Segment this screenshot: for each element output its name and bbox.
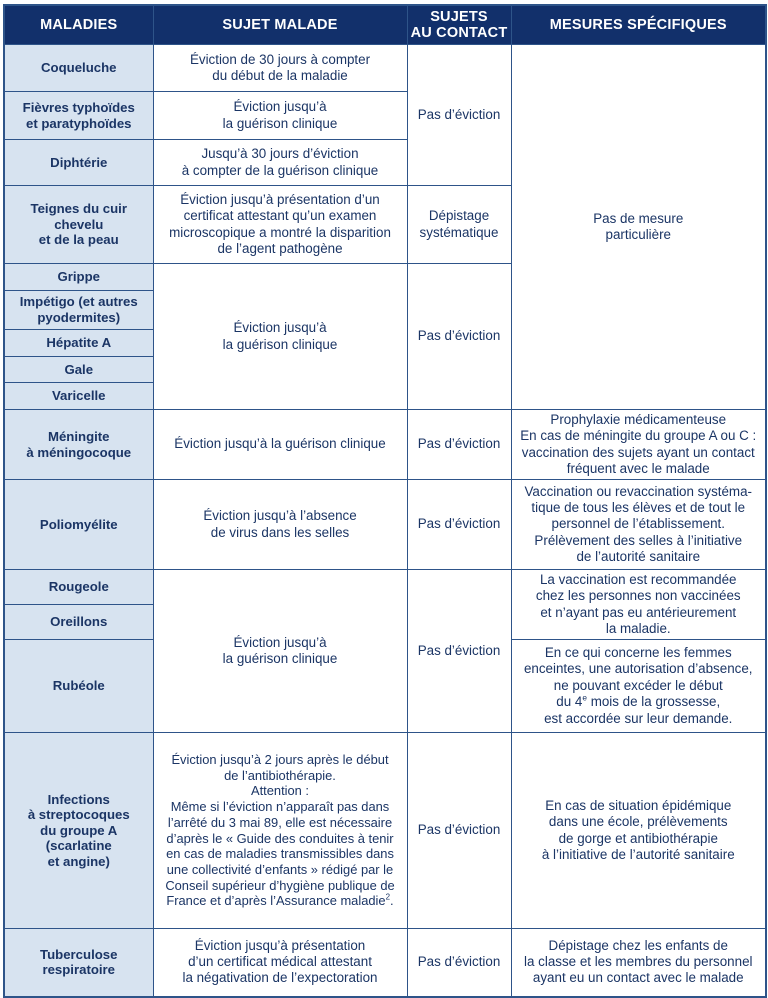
text-line: certificat attestant qu’un examen <box>183 208 377 224</box>
table-header <box>4 5 766 45</box>
text-line: Dépistage chez les enfants de <box>548 937 728 953</box>
column-header-maladies: MALADIES <box>4 5 153 45</box>
text-line: et paratyphoïdes <box>25 115 132 131</box>
footnote-marker: 2 <box>385 893 391 903</box>
text-line: Attention : <box>250 783 310 799</box>
text-line: Éviction jusqu’à <box>233 99 327 115</box>
header-sujets-line1: SUJETS <box>430 8 488 25</box>
sujet-malade-meningite: Éviction jusqu’à la guérison clinique <box>153 410 407 480</box>
mesures-rougeole-oreillons <box>511 570 766 640</box>
sujet-malade-coqueluche <box>153 45 407 92</box>
sujet-malade-group-grippe <box>153 264 407 410</box>
text-line: ayant eu un contact avec le malade <box>532 970 744 986</box>
table-row <box>4 480 766 570</box>
mesures-tuberculose <box>511 929 766 997</box>
text-line: à compter de la guérison clinique <box>181 162 379 178</box>
table-body <box>4 45 766 997</box>
disease-infections-streptocoques <box>4 733 153 929</box>
sujets-contact-group-grippe: Pas d’éviction <box>407 264 511 410</box>
sujets-contact-meningite: Pas d’éviction <box>407 410 511 480</box>
sujet-malade-streptocoques <box>153 733 407 929</box>
text-line: Éviction jusqu’à présentation d’un <box>180 192 380 208</box>
sujet-malade-diphterie <box>153 140 407 186</box>
disease-meningite <box>4 410 153 480</box>
disease-hepatite-a: Hépatite A <box>4 330 153 357</box>
table-row <box>4 929 766 997</box>
text-line: Éviction jusqu’à 2 jours après le début <box>171 751 389 767</box>
text-line: La vaccination est recommandée <box>539 571 737 587</box>
header-row <box>4 5 766 45</box>
text-line: la classe et les membres du personnel <box>524 954 753 970</box>
text-line: Prophylaxie médicamenteuse <box>550 411 727 427</box>
text-line: d’après le « Guide des conduites à tenir <box>166 830 394 846</box>
text-line: Éviction jusqu’à <box>233 320 327 336</box>
text-line: chez les personnes non vaccinées <box>535 588 741 604</box>
sujets-contact-tuberculose: Pas d’éviction <box>407 929 511 997</box>
text-line: En cas de méningite du groupe A ou C : <box>520 428 757 444</box>
sujet-malade-fievres-typhoides <box>153 92 407 140</box>
table-row <box>4 733 766 929</box>
text-line: de l’antibiothérapie. <box>224 767 336 783</box>
text-line: la guérison clinique <box>222 336 338 352</box>
text-line: enceintes, une autorisation d’absence, <box>523 661 753 677</box>
sujet-malade-teignes <box>153 186 407 264</box>
text-line: Même si l’éviction n’apparaît pas dans <box>170 799 390 815</box>
text-line: l’arrêté du 3 mai 89, elle est nécessaire <box>167 814 393 830</box>
text-line: en cas de maladies transmissibles dans <box>166 846 394 862</box>
text-line: systématique <box>419 224 499 240</box>
text-line: fréquent avec le malade <box>566 460 710 476</box>
sujet-malade-group-rougeole <box>153 570 407 733</box>
sujets-contact-teignes <box>407 186 511 264</box>
disease-rougeole: Rougeole <box>4 570 153 605</box>
text-line-with-superscript <box>154 893 407 909</box>
sujets-contact-group-rougeole: Pas d’éviction <box>407 570 511 733</box>
text-line: microscopique a montré la disparition <box>169 224 391 240</box>
text-line: Pas de mesure <box>593 210 684 226</box>
mesures-meningite <box>511 410 766 480</box>
sujet-malade-poliomyelite <box>153 480 407 570</box>
disease-gale: Gale <box>4 357 153 383</box>
table-row <box>4 570 766 605</box>
text-line: de l’autorité sanitaire <box>576 549 701 565</box>
text-line: Infections <box>47 791 110 807</box>
text-line: Éviction jusqu’à l’absence <box>203 508 357 524</box>
text-line: et angine) <box>47 853 110 869</box>
disease-grippe: Grippe <box>4 264 153 291</box>
text-line: tique de tous les élèves et de tout le <box>531 499 746 515</box>
superscript-ordinal: e <box>582 692 587 703</box>
table-row <box>4 410 766 480</box>
mesures-streptocoques <box>511 733 766 929</box>
text-segment: du 4 <box>556 694 583 710</box>
disease-tuberculose <box>4 929 153 997</box>
maladies-table <box>3 4 767 998</box>
text-line: chevelu <box>54 216 104 232</box>
text-line: Vaccination ou revaccination systéma- <box>524 483 752 499</box>
text-segment: mois de la grossesse, <box>586 694 721 710</box>
disease-teignes <box>4 186 153 264</box>
text-line: pyodermites) <box>37 310 121 325</box>
text-line: Fièvres typhoïdes <box>22 99 135 115</box>
disease-poliomyelite: Poliomyélite <box>4 480 153 570</box>
column-header-sujets-au-contact <box>407 5 511 45</box>
text-line: dans une école, prélèvements <box>548 814 728 830</box>
text-segment: France et d’après l’Assurance maladie <box>166 893 386 909</box>
text-line: d’un certificat médical attestant <box>188 954 372 970</box>
text-line: Éviction jusqu’à <box>233 634 327 650</box>
text-line: personnel de l’établissement. <box>551 516 725 532</box>
disease-coqueluche: Coqueluche <box>4 45 153 92</box>
sujet-malade-tuberculose <box>153 929 407 997</box>
text-line: du groupe A <box>40 822 118 838</box>
text-line: ne pouvant excéder le début <box>553 677 723 693</box>
text-line-with-superscript <box>512 694 766 710</box>
text-segment: . <box>390 893 394 909</box>
text-line: de l’agent pathogène <box>217 240 343 256</box>
text-line: est accordée sur leur demande. <box>544 710 733 726</box>
text-line: particulière <box>605 227 671 242</box>
text-line: la maladie. <box>605 620 671 636</box>
disease-oreillons: Oreillons <box>4 605 153 640</box>
disease-impetigo <box>4 291 153 330</box>
column-header-sujet-malade: SUJET MALADE <box>153 5 407 45</box>
text-line: et de la peau <box>38 232 119 248</box>
text-line: Prélèvement des selles à l’initiative <box>534 532 743 548</box>
text-line: Tuberculose <box>40 946 118 962</box>
sujets-contact-poliomyelite: Pas d’éviction <box>407 480 511 570</box>
text-line: de virus dans les selles <box>210 524 350 540</box>
text-line: à streptocoques <box>27 807 130 823</box>
text-line: Teignes du cuir <box>30 201 127 217</box>
column-header-mesures-specifiques: MESURES SPÉCIFIQUES <box>511 5 766 45</box>
disease-rubeole: Rubéole <box>4 640 153 733</box>
header-sujets-line2: AU CONTACT <box>410 25 508 41</box>
table-row <box>4 45 766 92</box>
text-line: Jusqu’à 30 jours d’éviction <box>201 146 359 162</box>
mesures-rubeole <box>511 640 766 733</box>
text-line: la guérison clinique <box>222 115 338 131</box>
mesures-poliomyelite <box>511 480 766 570</box>
text-line: Conseil supérieur d’hygiène publique de <box>165 877 395 893</box>
mesures-group-top <box>511 45 766 410</box>
text-line: (scarlatine <box>45 838 112 854</box>
text-line: Éviction de 30 jours à compter <box>189 51 371 67</box>
text-line: Méningite <box>47 428 110 444</box>
text-line: la négativation de l’expectoration <box>182 970 378 986</box>
text-line: de gorge et antibiothérapie <box>558 830 718 846</box>
text-line: une collectivité d’enfants » rédigé par le <box>166 861 394 877</box>
disease-varicelle: Varicelle <box>4 383 153 410</box>
sujets-contact-group-top: Pas d’éviction <box>407 45 511 186</box>
text-line: En ce qui concerne les femmes <box>544 645 732 661</box>
disease-fievres-typhoides <box>4 92 153 140</box>
text-line: Éviction jusqu’à présentation <box>194 938 366 954</box>
text-line: Dépistage <box>428 208 490 224</box>
text-line: la guérison clinique <box>222 651 338 666</box>
text-line: du début de la maladie <box>212 68 348 83</box>
text-line: vaccination des sujets ayant un contact <box>521 444 755 460</box>
text-line: En cas de situation épidémique <box>545 797 732 813</box>
text-line: à l’initiative de l’autorité sanitaire <box>541 846 735 862</box>
text-line: respiratoire <box>42 962 116 978</box>
sujets-contact-streptocoques: Pas d’éviction <box>407 733 511 929</box>
text-line: à méningocoque <box>26 444 132 460</box>
text-line: et n’ayant pas eu antérieurement <box>540 604 737 620</box>
disease-diphterie: Diphtérie <box>4 140 153 186</box>
text-line: Impétigo (et autres <box>19 294 138 310</box>
